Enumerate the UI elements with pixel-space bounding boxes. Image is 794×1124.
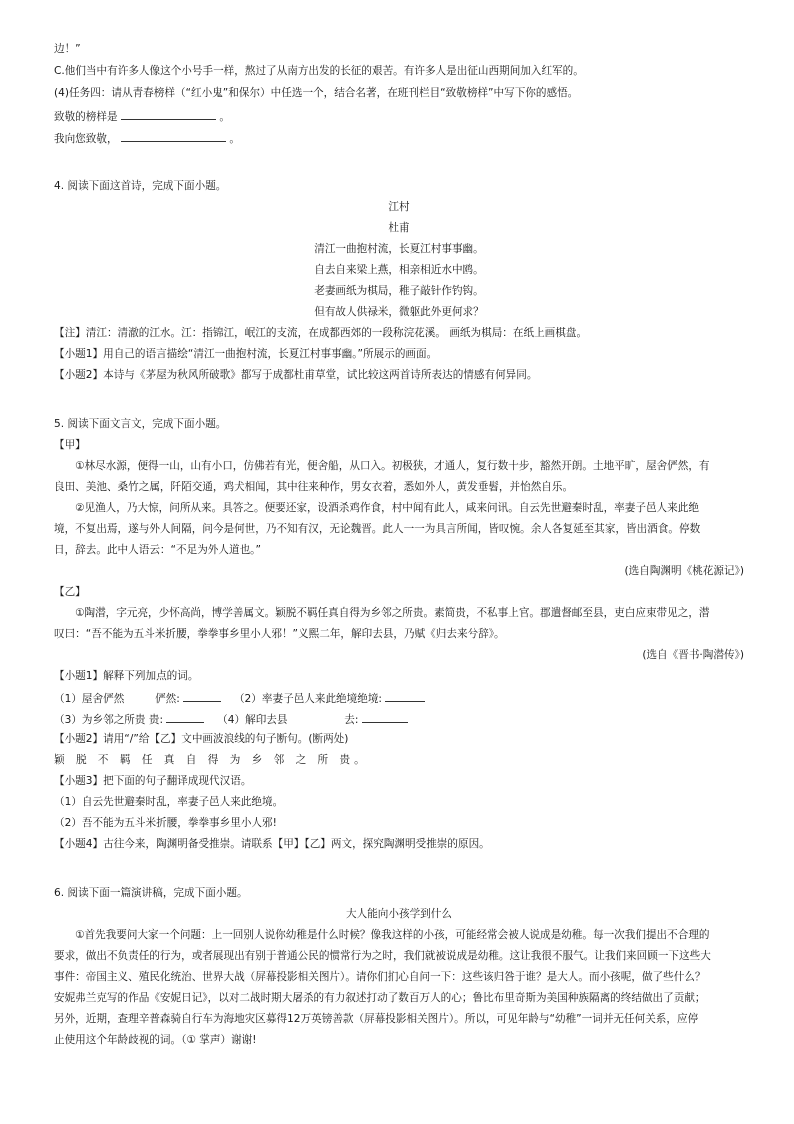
q5-sub3-b: （2）吾不能为五斗米折腰，拳拳事乡里小人邪! — [54, 817, 277, 829]
item2-a: （3）为乡邻之所贵 — [54, 714, 146, 726]
q5-heading: 5. 阅读下面文言文，完成下面小题。 — [54, 418, 227, 430]
jia-p2: 日，辞去。此中人语云：“不足为外人道也。” — [54, 544, 261, 556]
speech-line: ①首先我要问大家一个问题：上一回别人说你幼稚是什么时候？像我这样的小孩，可能经常会被人说成是幼稚。每一次我们提出不合理的 — [75, 929, 710, 941]
item2-blank[interactable] — [385, 690, 425, 702]
jia-p2: 境，不复出焉，遂与外人间隔，问今是何世，乃不知有汉，无论魏晋。此人一一为具言所闻，皆叹惋。余人各复延至其家，皆出酒食。停数 — [54, 523, 701, 535]
fill1-label: 致敬的榜样是 — [54, 111, 118, 123]
poem-line: 清江一曲抱村流，长夏江村事事幽。 — [314, 243, 484, 255]
q4-sub2: 【小题2】本诗与《茅屋为秋风所破歌》都写于成都杜甫草堂，试比较这两首诗所表达的情感有何异同。 — [54, 369, 538, 381]
item1-blank[interactable] — [183, 690, 221, 702]
fill2-blank[interactable] — [121, 130, 226, 142]
poem-title: 江村 — [388, 201, 410, 213]
yi-text: 叹曰：“吾不能为五斗米折腰，拳拳事乡里小人邪！”义熙二年，解印去县，乃赋《归去来兮辞》。 — [54, 628, 505, 640]
jia-label: 【甲】 — [54, 439, 86, 451]
item2-b: 贵: — [148, 714, 164, 726]
fill2-label: 我向您致敬， — [54, 133, 118, 145]
item2-d: 去: — [344, 714, 359, 726]
item1-c: （2）率妻子邑人来此绝境绝境: — [233, 693, 382, 705]
q3-fill1 — [54, 108, 230, 124]
q5-sub3: 【小题3】把下面的句子翻译成现代汉语。 — [54, 775, 252, 787]
q5-items-row1 — [54, 690, 425, 706]
q3-fill2 — [54, 130, 240, 146]
q3-option-c: C.他们当中有许多人像这个小号手一样，熬过了从南方出发的长征的艰苦。有许多人是出征山西期间加入红军的。 — [54, 65, 584, 77]
q3-task4: (4)任务四：请从青春榜样（“红小鬼”和保尔）中任选一个，结合名著，在班刊栏目“致敬榜样”中写下你的感悟。 — [54, 87, 579, 99]
q5-sub4: 【小题4】古往今来，陶渊明备受推崇。请联系【甲】【乙】两文，探究陶渊明受推崇的原因。 — [54, 838, 490, 850]
poem-line: 但有故人供禄米，微躯此外更何求？ — [314, 306, 484, 318]
q5-items-row2 — [54, 711, 408, 727]
yi-source: (选自《晋书·陶潜传》) — [642, 649, 744, 661]
q4-heading: 4. 阅读下面这首诗，完成下面小题。 — [54, 180, 227, 192]
item4-blank[interactable] — [362, 711, 408, 723]
fill2-end: 。 — [229, 133, 240, 145]
yi-text: ①陶潜，字元亮，少怀高尚，博学善属文。颖脱不羁任真自得为乡邻之所贵。素简贵，不私事上官。郡遣督邮至县，吏白应束带见之，潜 — [75, 607, 710, 619]
item3-blank[interactable] — [166, 711, 204, 723]
q4-sub1: 【小题1】用自己的语言描绘“清江一曲抱村流，长夏江村事事幽。”所展示的画面。 — [54, 348, 438, 360]
q4-note: 【注】清江：清澈的江水。江：指锦江，岷江的支流，在成都西郊的一段称浣花溪。 画纸为棋局：在纸上画棋盘。 — [54, 327, 588, 339]
fill1-blank[interactable] — [121, 108, 216, 120]
speech-line: 止使用这个年龄歧视的词。（① 掌声）谢谢! — [54, 1034, 257, 1046]
poem-line: 自去自来梁上燕，相亲相近水中鸥。 — [314, 264, 484, 276]
q5-sub3-a: （1）自云先世避秦时乱，率妻子邑人来此绝境。 — [54, 796, 284, 808]
item2-c: （4）解印去县 — [217, 714, 288, 726]
q5-sub1: 【小题1】解释下列加点的词。 — [54, 670, 199, 682]
speech-title: 大人能向小孩学到什么 — [346, 908, 452, 920]
q6-heading: 6. 阅读下面一篇演讲稿，完成下面小题。 — [54, 887, 248, 899]
poem-author: 杜甫 — [388, 222, 410, 234]
item1-b: 俨然: — [155, 693, 180, 705]
q5-sub2-sentence: 颖 脱 不 羁 任 真 自 得 为 乡 邻 之 所 贵。 — [54, 754, 369, 766]
item1-a: （1）屋舍俨然 — [54, 693, 125, 705]
speech-line: 事件：帝国主义、殖民化统治、世界大战（屏幕投影相关图片）。请你们扪心自问一下：这些该归咎于谁？是大人。而小孩呢，做了些什么？ — [54, 971, 706, 983]
speech-line: 安妮弗兰克写的作品《安妮日记》，以对二战时期大屠杀的有力叙述打动了数百万人的心；鲁比布里奇斯为美国种族隔离的终结做出了贡献； — [54, 992, 706, 1004]
poem-line: 老妻画纸为棋局，稚子敲针作钓钩。 — [314, 285, 484, 297]
jia-p1: ①林尽水源，便得一山，山有小口，仿佛若有光，便舍船，从口入。初极狭，才通人，复行数十步，豁然开朗。土地平旷，屋舍俨然，有 — [75, 460, 710, 472]
speech-line: 另外，近期，查理辛普森骑自行车为海地灾区募得12万英镑善款（屏幕投影相关图片）。所以，可见年龄与“幼稚”一词并无任何关系，应停 — [54, 1013, 699, 1025]
speech-line: 要求，做出不负责任的行为，或者展现出有别于普通公民的惯常行为之时，我们就被说成是幼稚。这让我很不服气。让我们来回顾一下这些大 — [54, 950, 711, 962]
jia-p1: 良田、美池、桑竹之属，阡陌交通，鸡犬相闻，其中往来种作，男女衣着，悉如外人，黄发垂髫，并怡然自乐。 — [54, 481, 574, 493]
jia-source: (选自陶渊明《桃花源记》) — [624, 565, 744, 577]
jia-p2: ②见渔人，乃大惊，问所从来。具答之。便要还家，设酒杀鸡作食，村中闻有此人，咸来问讯。自云先世避秦时乱，率妻子邑人来此绝 — [75, 502, 699, 514]
fill1-end: 。 — [219, 111, 230, 123]
yi-label: 【乙】 — [54, 586, 86, 598]
q5-sub2: 【小题2】请用“/”给【乙】文中画波浪线的句子断句。(断两处) — [54, 733, 349, 745]
q3-line-top: 边！” — [54, 43, 81, 55]
